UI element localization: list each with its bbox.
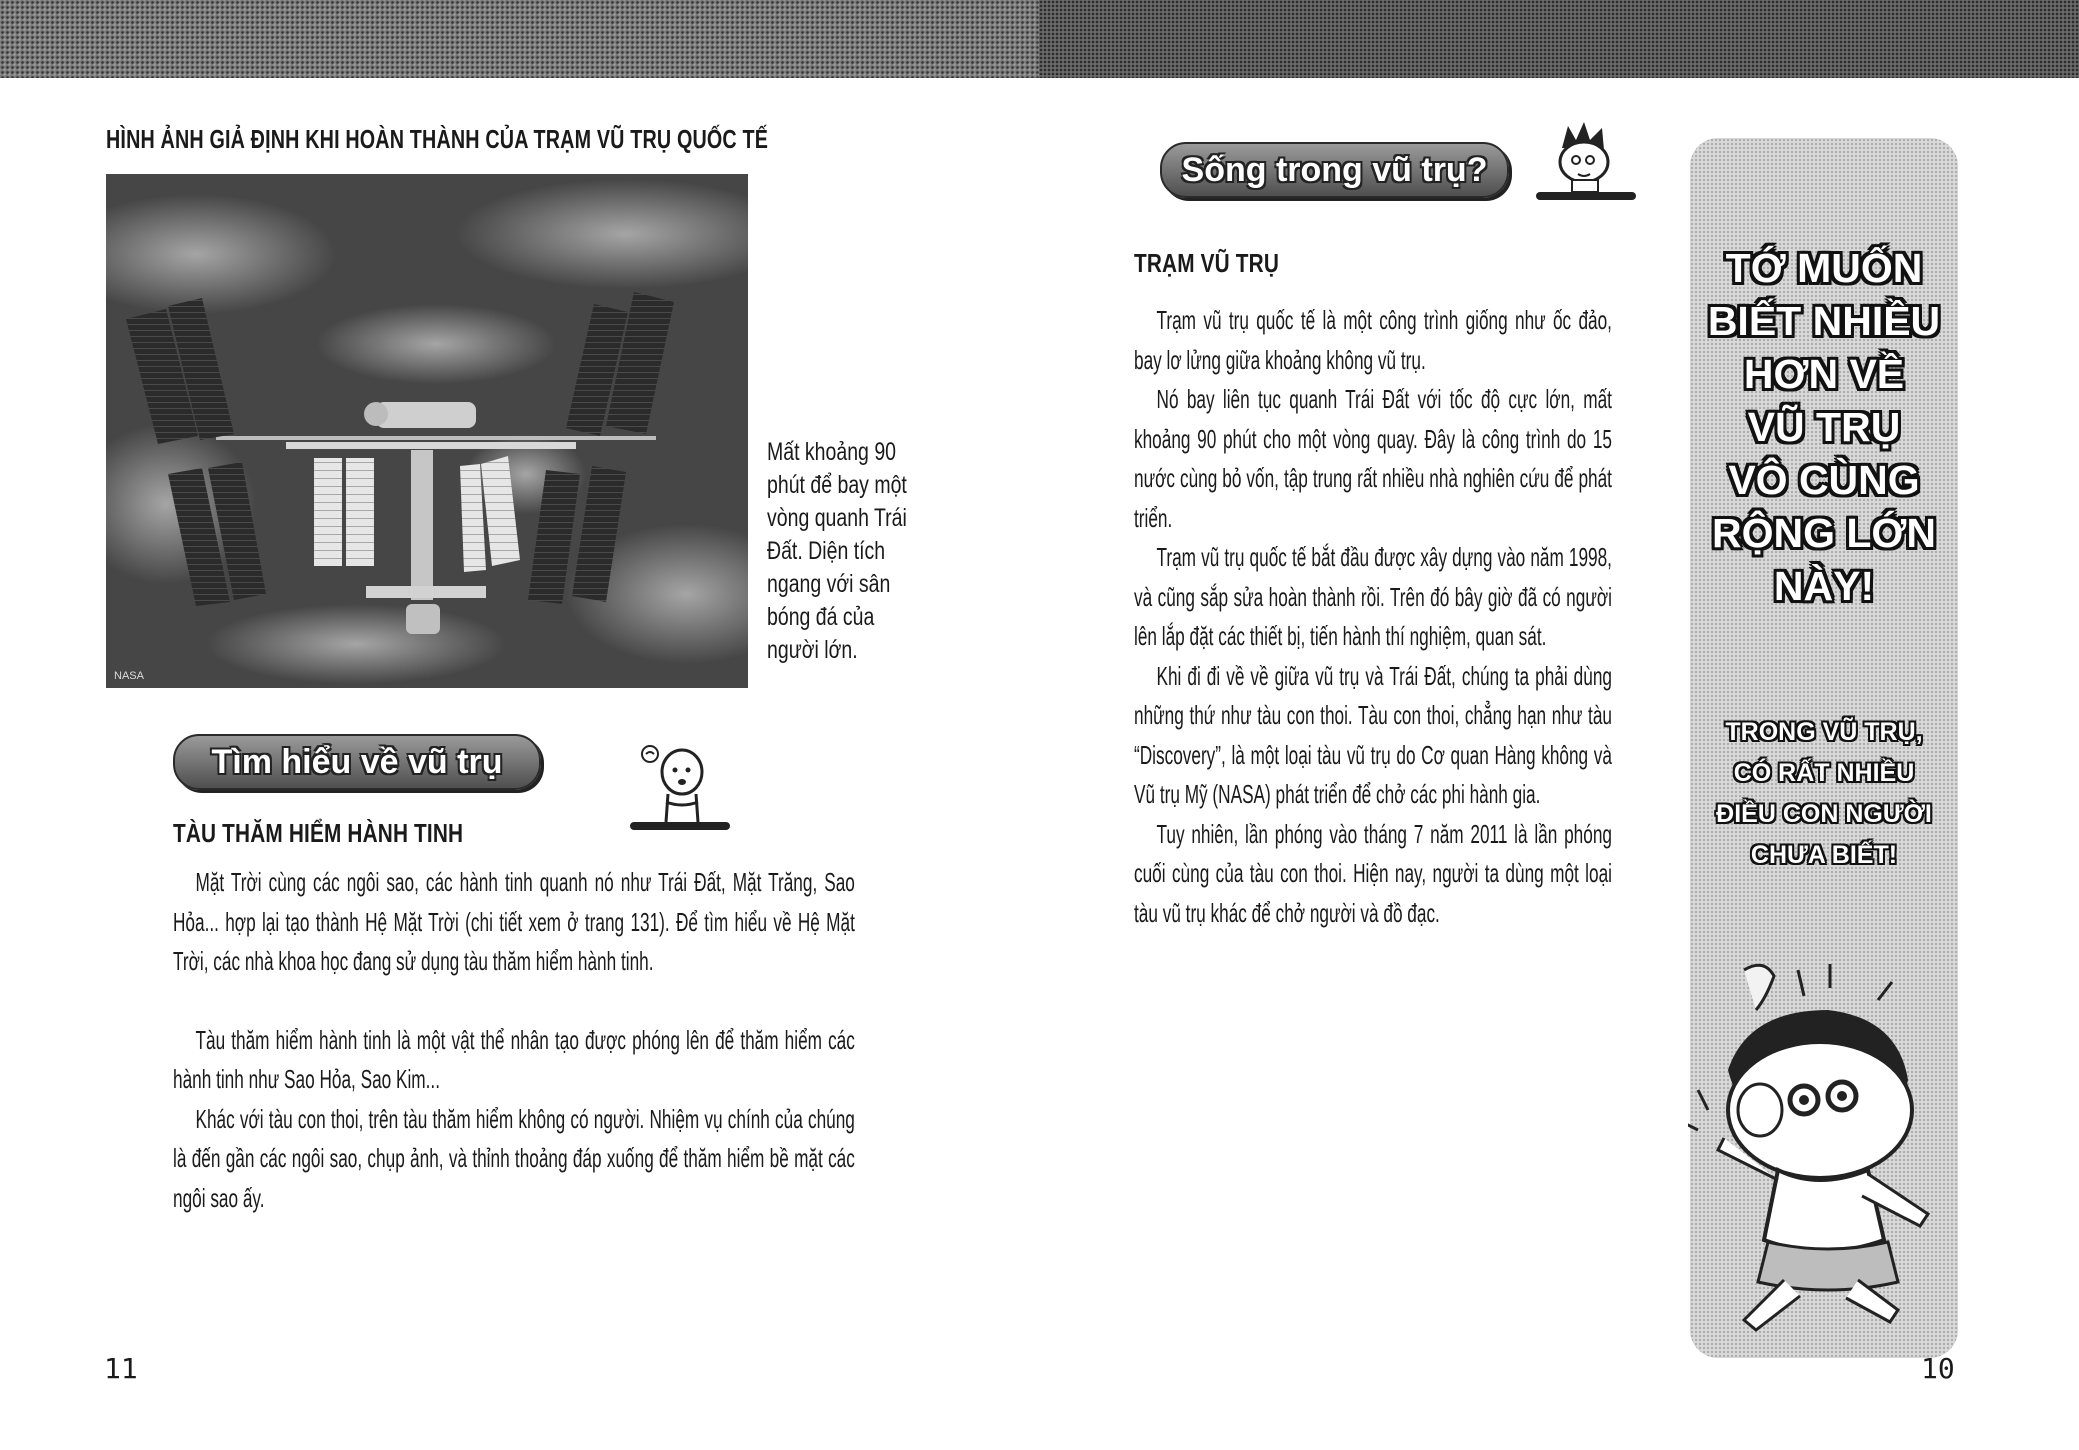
- paragraph: Tuy nhiên, lần phóng vào tháng 7 năm 2011 là lần phóng cuối cùng của tàu con thoi. Hiện nay, người ta dùng một loại tàu vũ trụ khác để chở người và đồ đạc.: [1134, 818, 1612, 928]
- photo-heading: HÌNH ẢNH GIẢ ĐỊNH KHI HOÀN THÀNH CỦA TRẠM VŨ TRỤ QUỐC TẾ: [106, 124, 769, 154]
- paragraph: Mặt Trời cùng các ngôi sao, các hành tinh quanh nó như Trái Đất, Mặt Trăng, Sao Hỏa... hợp lại tạo thành Hệ Mặt Trời (chi tiết xem ở trang 131). Để tìm hiểu về Hệ Mặt Trời, các nhà khoa học đang sử dụng tàu thăm hiểm hành tinh.: [173, 867, 855, 976]
- space-station-photo: [106, 174, 748, 688]
- section-badge-right: [1160, 142, 1509, 198]
- paragraph: Trạm vũ trụ quốc tế là một công trình giống như ốc đảo, bay lơ lửng giữa khoảng không vũ trụ.: [1134, 305, 1612, 375]
- subheading-left: TÀU THĂM HIỂM HÀNH TINH: [173, 818, 464, 848]
- sidebar-subtext: TRONG VŨ TRỤ, CÓ RẤT NHIỀU ĐIỀU CON NGƯỜI CHƯA BIẾT!: [1716, 718, 1932, 869]
- photo-credit: NASA: [114, 670, 144, 682]
- cartoon-boy-icon: [1532, 118, 1640, 206]
- body-text-right: [1134, 301, 1612, 933]
- body-text-left: [173, 863, 855, 1218]
- photo-caption: Mất khoảng 90 phút để bay một vòng quanh Trái Đất. Diện tích ngang với sân bóng đá của người lớn.: [767, 438, 907, 664]
- top-texture-band-right: [1039, 0, 2079, 78]
- paragraph: Khi đi đi về về giữa vũ trụ và Trái Đất, chúng ta phải dùng những thứ như tàu con thoi. Tàu con thoi, chẳng hạn như tàu “Discovery”, là một loại tàu vũ trụ do Cơ quan Hàng không và Vũ trụ Mỹ (NASA) phát triển để chở các phi hành gia.: [1134, 660, 1612, 809]
- paragraph: Nó bay liên tục quanh Trái Đất với tốc độ cực lớn, mất khoảng 90 phút cho một vòng quay. Đây là công trình do 15 nước cùng bỏ vốn, tập trung rất nhiều nhà nghiên cứu để phát triển.: [1134, 384, 1612, 533]
- running-boy-icon: [1688, 960, 1960, 1350]
- sidebar-headline: TỚ MUỐN BIẾT NHIỀU HƠN VỀ VŨ TRỤ VÔ CÙNG RỘNG LỚN NÀY!: [1707, 245, 1941, 609]
- page-number-right: 10: [1921, 1352, 1955, 1385]
- section-badge-label: Sống trong vũ trụ?: [1181, 150, 1488, 189]
- cartoon-boy-icon: [626, 742, 734, 834]
- section-badge-label: Tìm hiểu về vũ trụ: [211, 742, 503, 781]
- paragraph: Tàu thăm hiểm hành tinh là một vật thể nhân tạo được phóng lên để thăm hiểm các hành tinh như Sao Hỏa, Sao Kim...: [173, 1024, 855, 1094]
- paragraph: Khác với tàu con thoi, trên tàu thăm hiểm không có người. Nhiệm vụ chính của chúng là đến gần các ngôi sao, chụp ảnh, và thỉnh thoảng đáp xuống để thăm hiểm bề mặt các ngôi sao ấy.: [173, 1103, 855, 1213]
- subheading-right: TRẠM VŨ TRỤ: [1134, 248, 1280, 278]
- section-badge-left: [173, 734, 541, 790]
- paragraph: Trạm vũ trụ quốc tế bắt đầu được xây dựng vào năm 1998, và cũng sắp sửa hoàn thành rồi. Trên đó bây giờ đã có người lên lắp đặt các thiết bị, tiến hành thí nghiệm, quan sát.: [1134, 542, 1612, 651]
- page-number-left: 11: [104, 1352, 138, 1385]
